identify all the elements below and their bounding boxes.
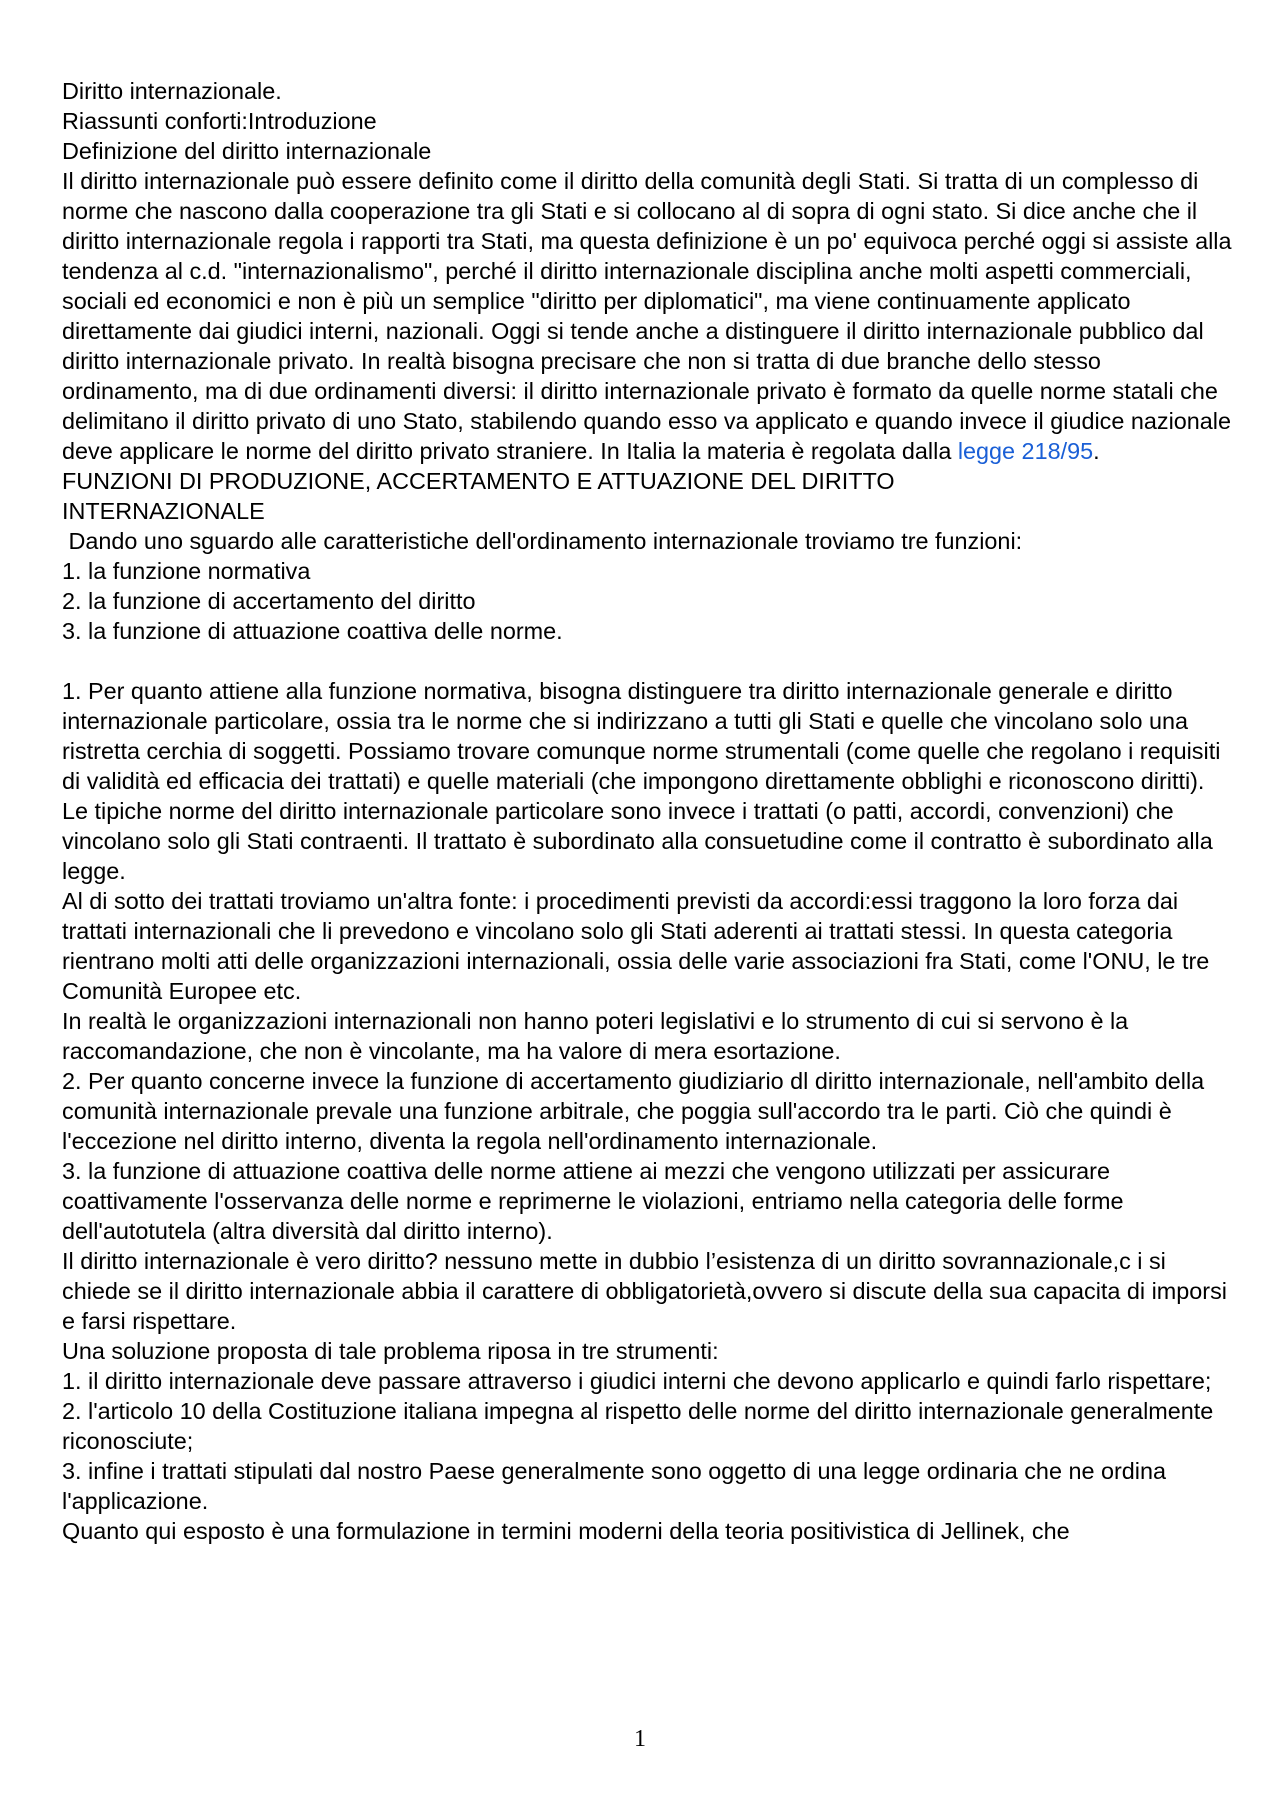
legge-218-95-link[interactable]: legge 218/95 bbox=[957, 438, 1094, 464]
functions-list-item: 2. la funzione di accertamento del diritto bbox=[62, 588, 476, 614]
paragraph: Quanto qui esposto è una formulazione in termini moderni della teoria positivistica di Jellinek, che bbox=[62, 1518, 1070, 1544]
paragraph: Al di sotto dei trattati troviamo un'altra fonte: i procedimenti previsti da accordi:essi traggono la loro forza dai trattati internazionali che li prevedono e vincolano solo gli Stati aderenti ai trattati stessi. In questa categoria rientrano molti atti delle organizzazioni internazionali, ossia delle varie associazioni fra Stati, come l'ONU, le tre Comunità Europee etc. bbox=[62, 888, 1210, 1004]
paragraph: Le tipiche norme del diritto internazionale particolare sono invece i trattati (o patti, accordi, convenzioni) che vincolano solo gli Stati contraenti. Il trattato è subordinato alla consuetudine come il contratto è subordinato alla legge. bbox=[62, 798, 1213, 884]
functions-list-item: 1. la funzione normativa bbox=[62, 558, 311, 584]
document-subtitle: Riassunti conforti:Introduzione bbox=[62, 108, 377, 134]
paragraph: 3. la funzione di attuazione coattiva delle norme attiene ai mezzi che vengono utilizzati per assicurare coattivamente l'osservanza delle norme e reprimerne le violazioni, entriamo nella categoria delle forme dell'autotutela (altra diversità dal diritto interno). bbox=[62, 1158, 1124, 1244]
functions-heading: FUNZIONI DI PRODUZIONE, ACCERTAMENTO E ATTUAZIONE DEL DIRITTO bbox=[62, 468, 895, 494]
intro-paragraph bbox=[62, 166, 1232, 466]
functions-list-item: 3. la funzione di attuazione coattiva delle norme. bbox=[62, 618, 563, 644]
blank-line bbox=[62, 646, 1232, 676]
intro-paragraph-end: . bbox=[1093, 438, 1100, 464]
paragraph: In realtà le organizzazioni internazionali non hanno poteri legislativi e lo strumento di cui si servono è la raccomandazione, che non è vincolante, ma ha valore di mera esortazione. bbox=[62, 1008, 1129, 1064]
document-title: Diritto internazionale. bbox=[62, 78, 282, 104]
paragraph: 2. l'articolo 10 della Costituzione italiana impegna al rispetto delle norme del diritto internazionale generalmente riconosciute; bbox=[62, 1398, 1214, 1454]
functions-heading-continuation: INTERNAZIONALE bbox=[62, 498, 265, 524]
paragraph: 2. Per quanto concerne invece la funzione di accertamento giudiziario dl diritto internazionale, nell'ambito della comunità internazionale prevale una funzione arbitrale, che poggia sull'accordo tra le parti. Ciò che quindi è l'eccezione nel diritto interno, diventa la regola nell'ordinamento internazionale. bbox=[62, 1068, 1205, 1154]
paragraph: Una soluzione proposta di tale problema riposa in tre strumenti: bbox=[62, 1338, 719, 1364]
paragraph: 1. Per quanto attiene alla funzione normativa, bisogna distinguere tra diritto internazionale generale e diritto internazionale particolare, ossia tra le norme che si indirizzano a tutti gli Stati e quelle che vincolano solo una ristretta cerchia di soggetti. Possiamo trovare comunque norme strumentali (come quelle che regolano i requisiti di validità ed efficacia dei trattati) e quelle materiali (che impongono direttamente obblighi e riconoscono diritti). bbox=[62, 678, 1221, 794]
paragraph: Il diritto internazionale è vero diritto? nessuno mette in dubbio l’esistenza di un diritto sovrannazionale,c i si chiede se il diritto internazionale abbia il carattere di obbligatorietà,ovvero si discute della sua capacita di imporsi e farsi rispettare. bbox=[62, 1248, 1227, 1334]
functions-intro: Dando uno sguardo alle caratteristiche dell'ordinamento internazionale troviamo tre funzioni: bbox=[62, 528, 1023, 554]
document-body bbox=[62, 76, 1232, 1546]
section-heading: Definizione del diritto internazionale bbox=[62, 138, 432, 164]
page-number: 1 bbox=[634, 1726, 646, 1752]
paragraph: 1. il diritto internazionale deve passare attraverso i giudici interni che devono applicarlo e quindi farlo rispettare; bbox=[62, 1368, 1212, 1394]
intro-paragraph-text: Il diritto internazionale può essere definito come il diritto della comunità degli Stati. Si tratta di un complesso di norme che nascono dalla cooperazione tra gli Stati e si collocano al di sopra di ogni stato. Si dice anche che il diritto internazionale regola i rapporti tra Stati, ma questa definizione è un po' equivoca perché oggi si assiste alla tendenza al c.d. "internazionalismo", perché il diritto internazionale disciplina anche molti aspetti commerciali, sociali ed economici e non è più un semplice "diritto per diplomatici", ma viene continuamente applicato direttamente dai giudici interni, nazionali. Oggi si tende anche a distinguere il diritto internazionale pubblico dal diritto internazionale privato. In realtà bisogna precisare che non si tratta di due branche dello stesso ordinamento, ma di due ordinamenti diversi: il diritto internazionale privato è formato da quelle norme statali che delimitano il diritto privato di uno Stato, stabilendo quando esso va applicato e quando invece il giudice nazionale deve applicare le norme del diritto privato straniere. In Italia la materia è regolata dalla bbox=[62, 168, 1232, 464]
paragraph: 3. infine i trattati stipulati dal nostro Paese generalmente sono oggetto di una legge ordinaria che ne ordina l'applicazione. bbox=[62, 1458, 1166, 1514]
